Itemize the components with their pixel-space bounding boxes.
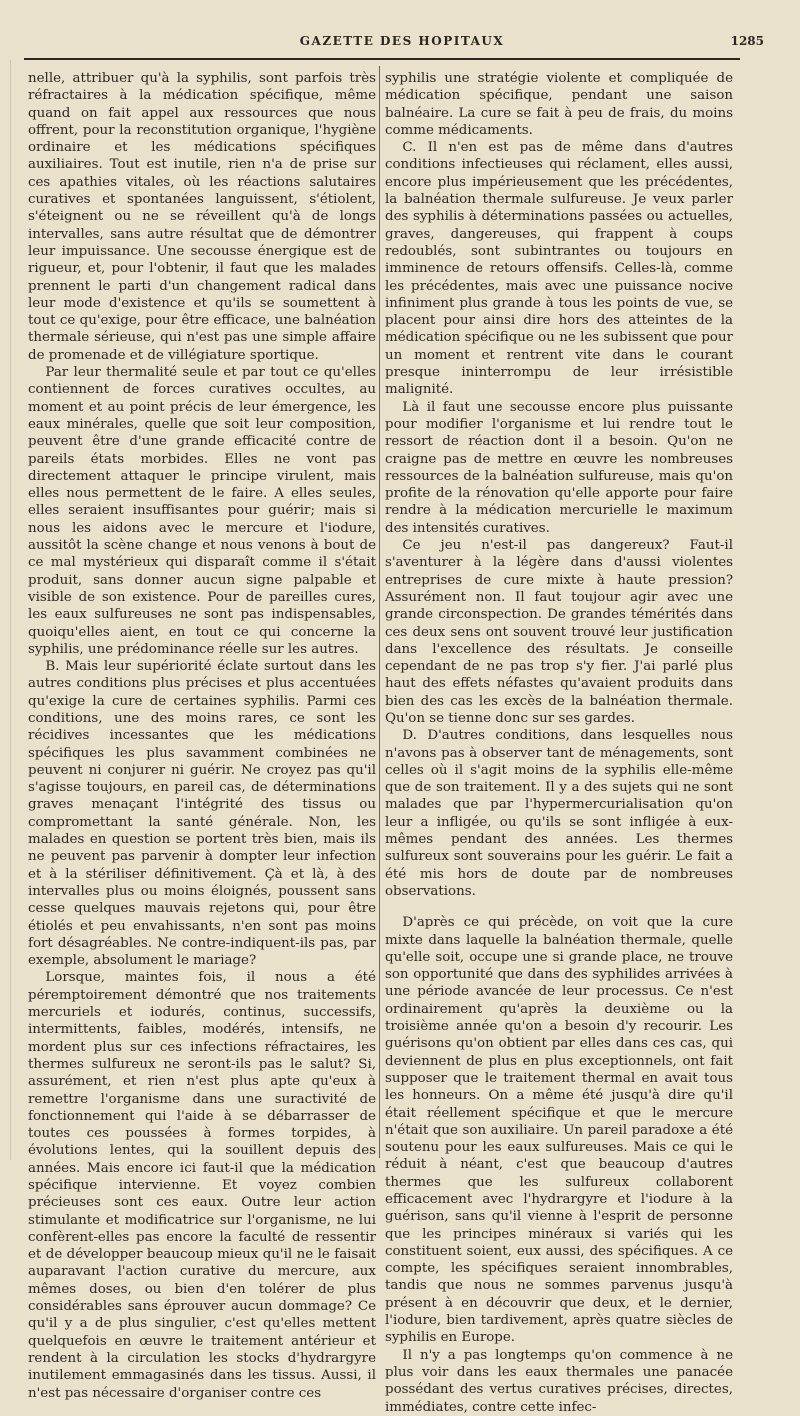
paragraph: nelle, attribuer qu'à la syphilis, sont parfois très réfractaires à la médication spécifique, même quand on fait appel aux ressources que nous offrent, pour la reconstitution organique, l'hygiène ordinaire et les médications spécifiques auxiliaires. Tout est inutile, rien n'a de prise sur ces apathies vitales, où les réactions salutaires curatives et spontanées languissent, s'étiolent, s'éteignent ou ne se réveillent qu'à de longs intervalles, sans autre résultat que de démontrer leur impuissance. Une secousse énergique est de rigueur, et, pour l'obtenir, il faut que les malades prennent le parti d'un changement radical dans leur mode d'existence et qu'ils se soumettent à tout ce qu'exige, pour être efficace, une balnéation thermale sérieuse, qui n'est pas une simple affaire de promenade et de villégiature sportique. [28,71,376,363]
publication-title: GAZETTE DES HOPITAUX [299,34,505,48]
paragraph: Par leur thermalité seule et par tout ce qu'elles contiennent de forces curatives occultes, au moment et au point précis de leur émergence, les eaux minérales, quelle que soit leur composition, peuvent être d'une grande efficacité contre de pareils états morbides. Elles ne vont pas directement attaquer le principe virulent, mais elles nous permettent de le faire. A elles seules, elles seraient insuffisantes pour guérir; mais si nous les aidons avec le mercure et l'iodure, aussitôt la scène change et nous venons à bout de ce mal mystérieux qui disparaît comme il s'était produit, sans donner aucun signe palpable et visible de son existence. Pour de pareilles cures, les eaux sulfureuses ne sont pas indispensables, quoiqu'elles aient, en tout ce qui concerne la syphilis, une prédominance réelle sur les autres. [28,365,376,657]
page-number: 1285 [730,34,764,48]
right-column [385,70,733,1415]
paragraph: C. Il n'en est pas de même dans d'autres conditions infectieuses qui réclament, elles aussi, encore plus impérieusement que les précédentes, la balnéation thermale sulfureuse. Je veux parler des syphilis à déterminations passées ou actuelles, graves, dangereuses, qui frappent à coups redoublés, sont subintrantes ou toujours en imminence de retours offensifs. Celles-là, comme les précédentes, mais avec une puissance nocive infiniment plus grande à tous les points de vue, se placent pour ainsi dire hors des atteintes de la médication spécifique ou ne les subissent que pour un moment et rentrent vite dans le courant presque ininterrompu de leur irrésistible malignité. [385,140,733,398]
page-margin-edge [0,60,11,1160]
paragraph: D. D'autres conditions, dans lesquelles nous n'avons pas à observer tant de ménagements, sont celles où il s'agit moins de la syphilis elle-même que de son traitement. Il y a des sujets qui ne sont malades que par l'hypermercurialisation qu'on leur a infligée, ou qu'ils se sont infligée à eux-mêmes pendant des années. Les thermes sulfureux sont souverains pour les guérir. Le fait a été mis hors de doute par de nombreuses observations. [385,728,733,899]
paragraph: Lorsque, maintes fois, il nous a été péremptoirement démontré que nos traitements mercuriels et iodurés, continus, successifs, intermittents, faibles, modérés, intensifs, ne mordent plus sur ces infections réfractaires, les thermes sulfureux ne seront-ils pas le salut? Si, assurément, et rien n'est plus apte qu'eux à remettre l'organisme dans une suractivité de fonctionnement qui l'aide à se débarrasser de toutes ces poussées à formes torpides, à évolutions lentes, qui la souillent depuis des années. Mais encore ici faut-il que la médication spécifique intervienne. Et voyez combien précieuses sont ces eaux. Outre leur action stimulante et modificatrice sur l'organisme, ne lui confèrent-elles pas encore la faculté de ressentir et de développer beaucoup mieux qu'il ne le faisait auparavant l'action curative du mercure, aux mêmes doses, ou bien d'en tolérer de plus considérables sans éprouver aucun dommage? Ce qu'il y a de plus singulier, c'est qu'elles mettent quelquefois en œuvre le traitement antérieur et rendent à la circulation les stocks d'hydrargyre inutilement emmagasinés dans les tissus. Aussi, il n'est pas nécessaire d'organiser contre ces [28,970,376,1401]
header-rule [24,58,740,60]
paragraph: B. Mais leur supériorité éclate surtout dans les autres conditions plus précises et plus accentuées qu'exige la cure de certaines syphilis. Parmi ces conditions, une des moins rares, ce sont les récidives incessantes que les médications spécifiques les plus savamment combinées ne peuvent ni conjurer ni guérir. Ne croyez pas qu'il s'agisse toujours, en pareil cas, de déterminations graves menaçant l'intégrité des tissus ou compromettant la santé générale. Non, les malades en question se portent très bien, mais ils ne peuvent pas parvenir à dompter leur infection et à la stériliser définitivement. Çà et là, à des intervalles plus ou moins éloignés, poussent sans cesse quelques mauvais rejetons qui, pour être étiolés et peu envahissants, n'en sont pas moins fort désagréables. Ne contre-indiquent-ils pas, par exemple, absolument le mariage? [28,659,376,969]
left-column [28,70,376,1401]
paragraph: Ce jeu n'est-il pas dangereux? Faut-il s'aventurer à la légère dans d'aussi violentes entreprises de cure mixte à haute pression? Assurément non. Il faut toujour agir avec une grande circonspection. De grandes témérités dans ces deux sens ont souvent trouvé leur justification dans l'excellence des résultats. Je conseille cependant de ne pas trop s'y fier. J'ai parlé plus haut des effets néfastes qu'avaient produits dans bien des cas les excès de la balnéation thermale. Qu'on se tienne donc sur ses gardes. [385,538,733,726]
paragraph: syphilis une stratégie violente et compliquée de médication spécifique, pendant une saison balnéaire. La cure se fait à peu de frais, du moins comme médicaments. [385,71,733,138]
paragraph: Là il faut une secousse encore plus puissante pour modifier l'organisme et lui rendre tout le ressort de réaction dont il a besoin. Qu'on ne craigne pas de mettre en œuvre les nombreuses ressources de la balnéation sulfureuse, mais qu'on profite de la rénovation qu'elle apporte pour faire rendre à la médication mercurielle le maximum des intensités curatives. [385,399,733,536]
paragraph: D'après ce qui précède, on voit que la cure mixte dans laquelle la balnéation thermale, quelle qu'elle soit, occupe une si grande place, ne trouve son opportunité que dans des syphilides arrivées à une période avancée de leur processus. Ce n'est ordinairement qu'après la deuxième ou la troisième année qu'on a besoin d'y recourir. Les guérisons qu'on obtient par elles dans ces cas, qui deviennent de plus en plus exceptionnels, ont fait supposer que le traitement thermal en avait tous les honneurs. On a même été jusqu'à dire qu'il était réellement spécifique et que le mercure n'était que son auxiliaire. Un pareil paradoxe a été soutenu pour les eaux sulfureuses. Mais ce qui le réduit à néant, c'est que beaucoup d'autres thermes que les sulfureux collaborent efficacement avec l'hydrargyre et l'iodure à la guérison, sans qu'il vienne à l'esprit de personne que les principes minéraux si variés qui les constituent soient, eux aussi, des spécifiques. A ce compte, les spécifiques seraient innombrables, tandis que nous ne sommes parvenus jusqu'à présent à en découvrir que deux, et le dernier, l'iodure, bien tardivement, après quatre siècles de syphilis en Europe. [385,915,733,1346]
column-divider [379,66,380,1158]
page-header [14,34,790,54]
paragraph: Il n'y a pas longtemps qu'on commence à ne plus voir dans les eaux thermales une panacée possédant des vertus curatives précises, directes, immédiates, contre cette infec- [385,1347,733,1415]
